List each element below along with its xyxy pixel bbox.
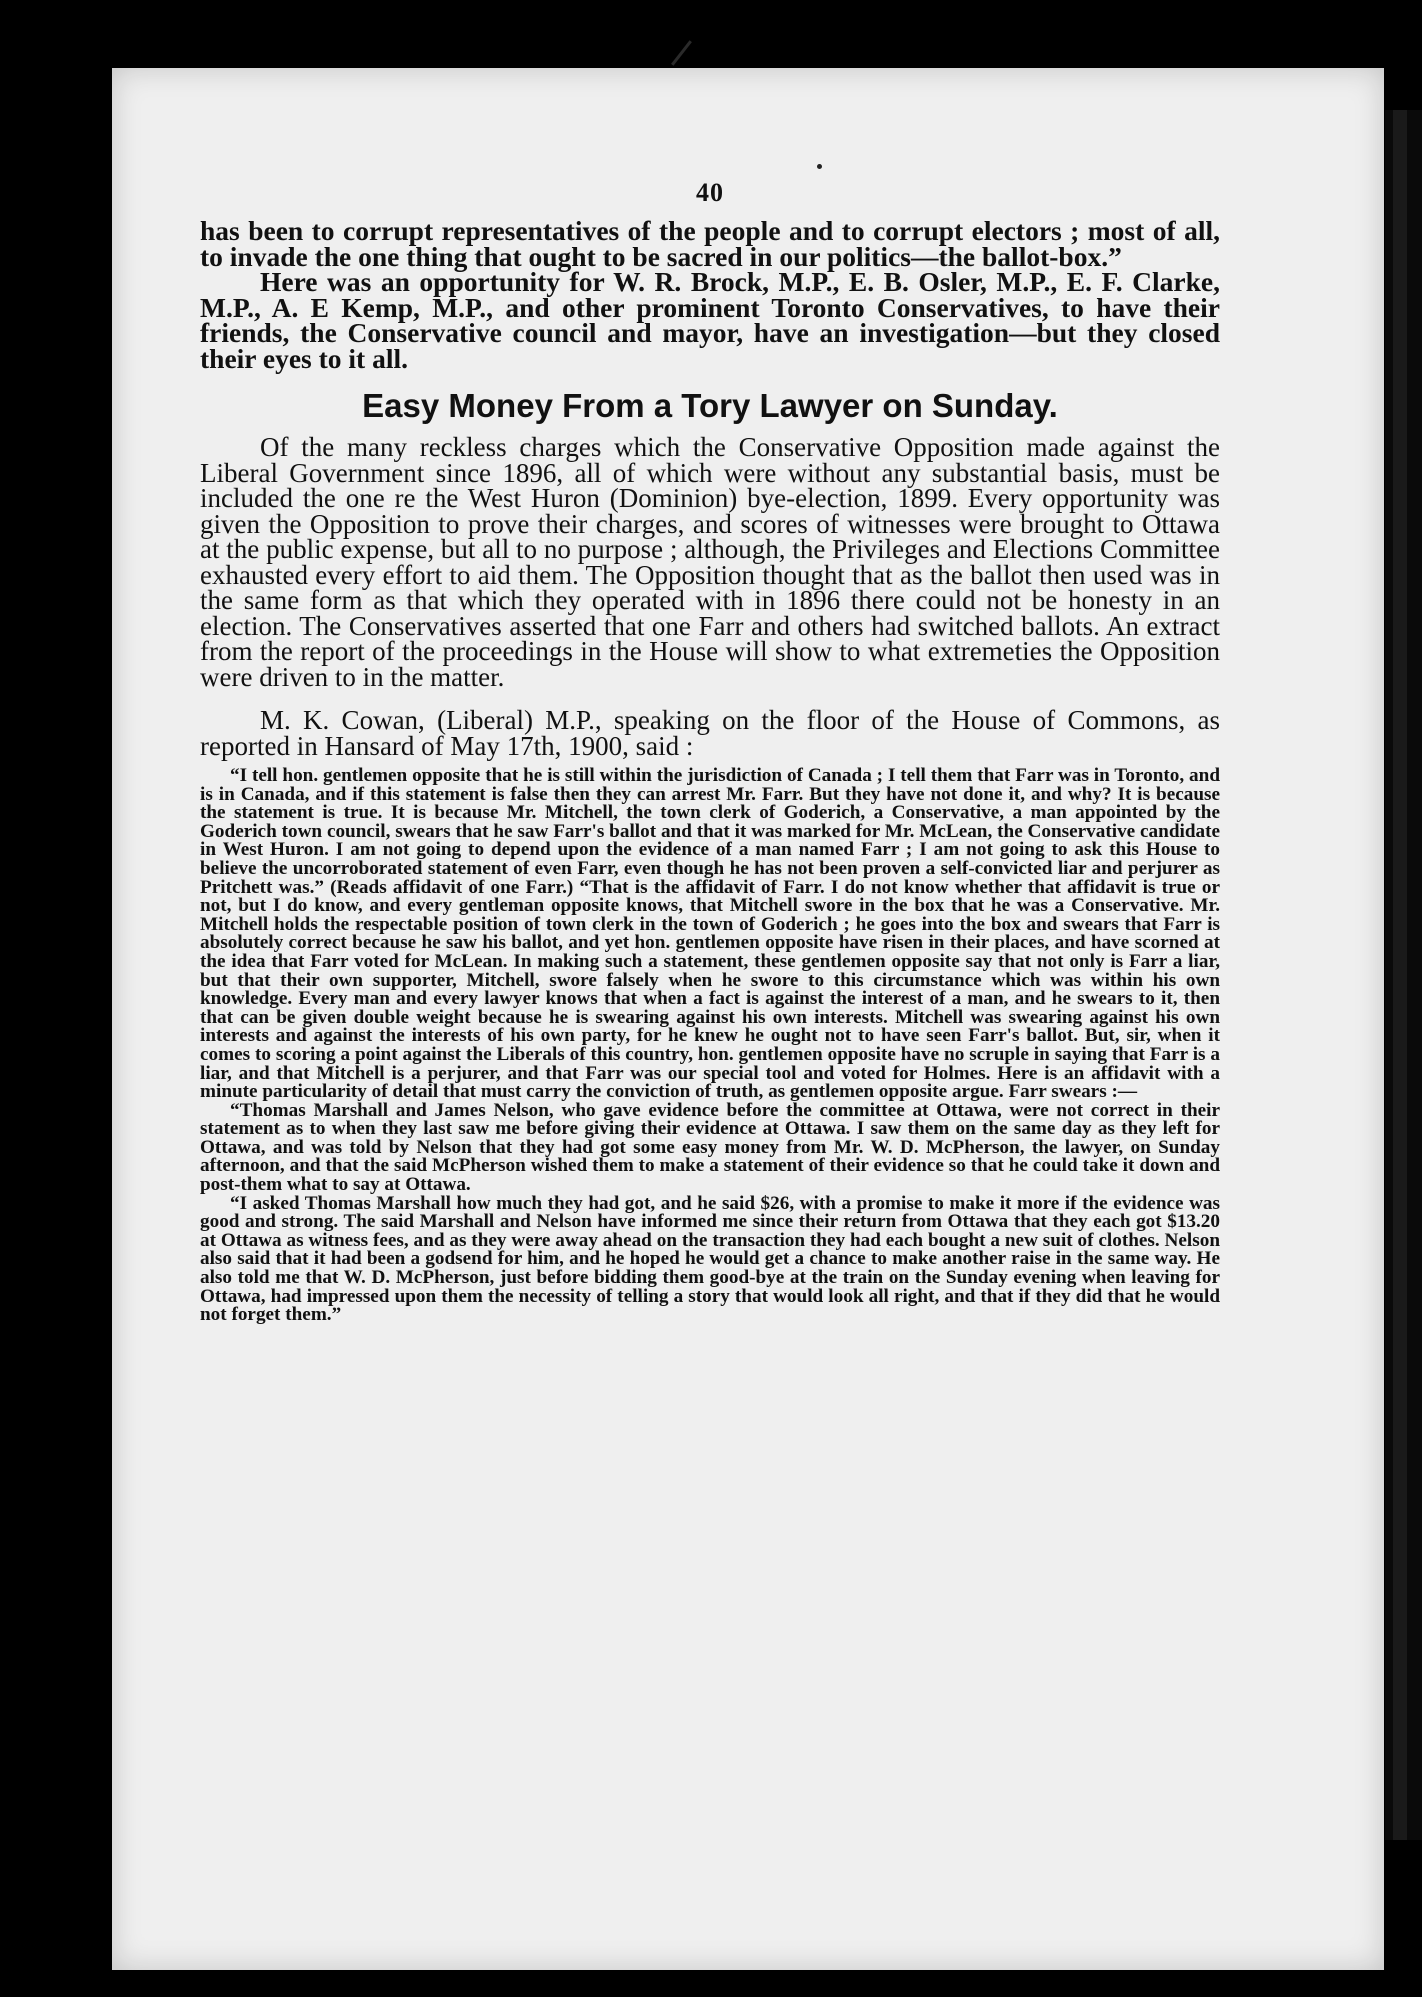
intro-paragraph: has been to corrupt representatives of the people and to corrupt electors ; most of all, to invade the one thing that ought to be sacred in our politics—the ballot-box.” [200,215,1220,272]
section-heading: Easy Money From a Tory Lawyer on Sunday. [362,387,1058,424]
pen-mark [671,40,692,65]
page-number: 40 [696,178,724,207]
quote-paragraph: “I asked Thomas Marshall how much they had got, and he said $26, with a promise to make it more if the evidence was good and strong. The said Marshall and Nelson have informed me since their return from Ottawa that they each got $13.20 at Ottawa as witness fees, and as they were away ahead on the transaction they had each bought a new suit of clothes. Nelson also said that it had been a godsend for him, and he hoped he would get a chance to make another raise in the same way. He also told me that W. D. McPherson, just before bidding them good-bye at the train on the Sunday evening when leaving for Ottawa, had impressed upon them the necessity of telling a story that would look all right, and that if they did that he would not forget them.” [200,1192,1220,1326]
intro-section [200,215,1220,374]
intro-paragraph: Here was an opportunity for W. R. Brock, M.P., E. B. Osler, M.P., E. F. Clarke, M.P., A. E Kemp, M.P., and other prominent Toronto Conservatives, to have their friends, the Conservative council and mayor, have an investigation—but they closed their eyes to it all. [200,266,1220,374]
ink-dot [817,164,822,169]
hansard-quote [200,767,1220,1325]
body-paragraph: M. K. Cowan, (Liberal) M.P., speaking on the floor of the House of Commons, as reported in Hansard of May 17th, 1900, said : [200,705,1220,761]
quote-paragraph: “Thomas Marshall and James Nelson, who gave evidence before the committee at Ottawa, were not correct in their statement as to when they last saw me before giving their evidence at Ottawa. I saw them on the same day as they left for Ottawa, and was told by Nelson that they had got some easy money from Mr. W. D. McPherson, the lawyer, on Sunday afternoon, and that the said McPherson wished them to make a statement of their evidence so that he could take it down and post-them what to say at Ottawa. [200,1099,1220,1196]
adjacent-page-edge [1385,110,1422,1840]
body-section [200,432,1220,761]
page-content [200,178,1220,1325]
body-paragraph: Of the many reckless charges which the Conservative Opposition made against the Liberal Government since 1896, all of which were without any substantial basis, must be included the one re the West Huron (Dominion) bye-election, 1899. Every opportunity was given the Opposition to prove their charges, and scores of witnesses were brought to Ottawa at the public expense, but all to no purpose ; although, the Privileges and Elections Committee exhausted every effort to aid them. The Opposition thought that as the ballot then used was in the same form as that which they operated with in 1896 there could not be honesty in an election. The Conservatives asserted that one Farr and others had switched ballots. An extract from the report of the proceedings in the House will show to what extremeties the Opposition were driven to in the matter. [200,432,1220,692]
quote-paragraph: “I tell hon. gentlemen opposite that he is still within the jurisdiction of Canada ; I tell them that Farr was in Toronto, and is in Canada, and if this statement is false then they can arrest Mr. Farr. But they have not done it, and why? It is because the statement is true. It is because Mr. Mitchell, the town clerk of Goderich, a Conservative, a man appointed by the Goderich town council, swears that he saw Farr's ballot and that it was marked for Mr. McLean, the Conservative candidate in West Huron. I am not going to depend upon the evidence of a man named Farr ; I am not going to ask this House to believe the uncorroborated statement of even Farr, even though he has not been proven a self-convicted liar and perjurer as Pritchett was.” (Reads affidavit of one Farr.) “That is the affidavit of Farr. I do not know whether that affidavit is true or not, but I do know, and every gentleman opposite knows, that Mitchell swore in the box that he was a Conservative. Mr. Mitchell holds the respectable position of town clerk in the town of Goderich ; he goes into the box and swears that Farr is absolutely correct because he saw his ballot, and yet hon. gentlemen opposite have risen in their places, and have scorned at the idea that Farr voted for McLean. In making such a statement, these gentlemen opposite say that not only is Farr a liar, but that their own supporter, Mitchell, swore falsely when he swore to this circumstance which was within his own knowledge. Every man and every lawyer knows that when a fact is against the interest of a man, and he swears to it, then that can be given double weight because he is swearing against his own interests. Mitchell was swearing against his own interests and against the interests of his own party, for he knew he ought not to have seen Farr's ballot. But, sir, when it comes to scoring a point against the Liberals of this country, hon. gentlemen opposite have no scruple in saying that Farr is a liar, and that Mitchell is a perjurer, and that Farr was our special tool and voted for Holmes. Here is an affidavit with a minute particularity of detail that must carry the conviction of truth, as gentlemen opposite argue. Farr swears :— [200,765,1220,1103]
